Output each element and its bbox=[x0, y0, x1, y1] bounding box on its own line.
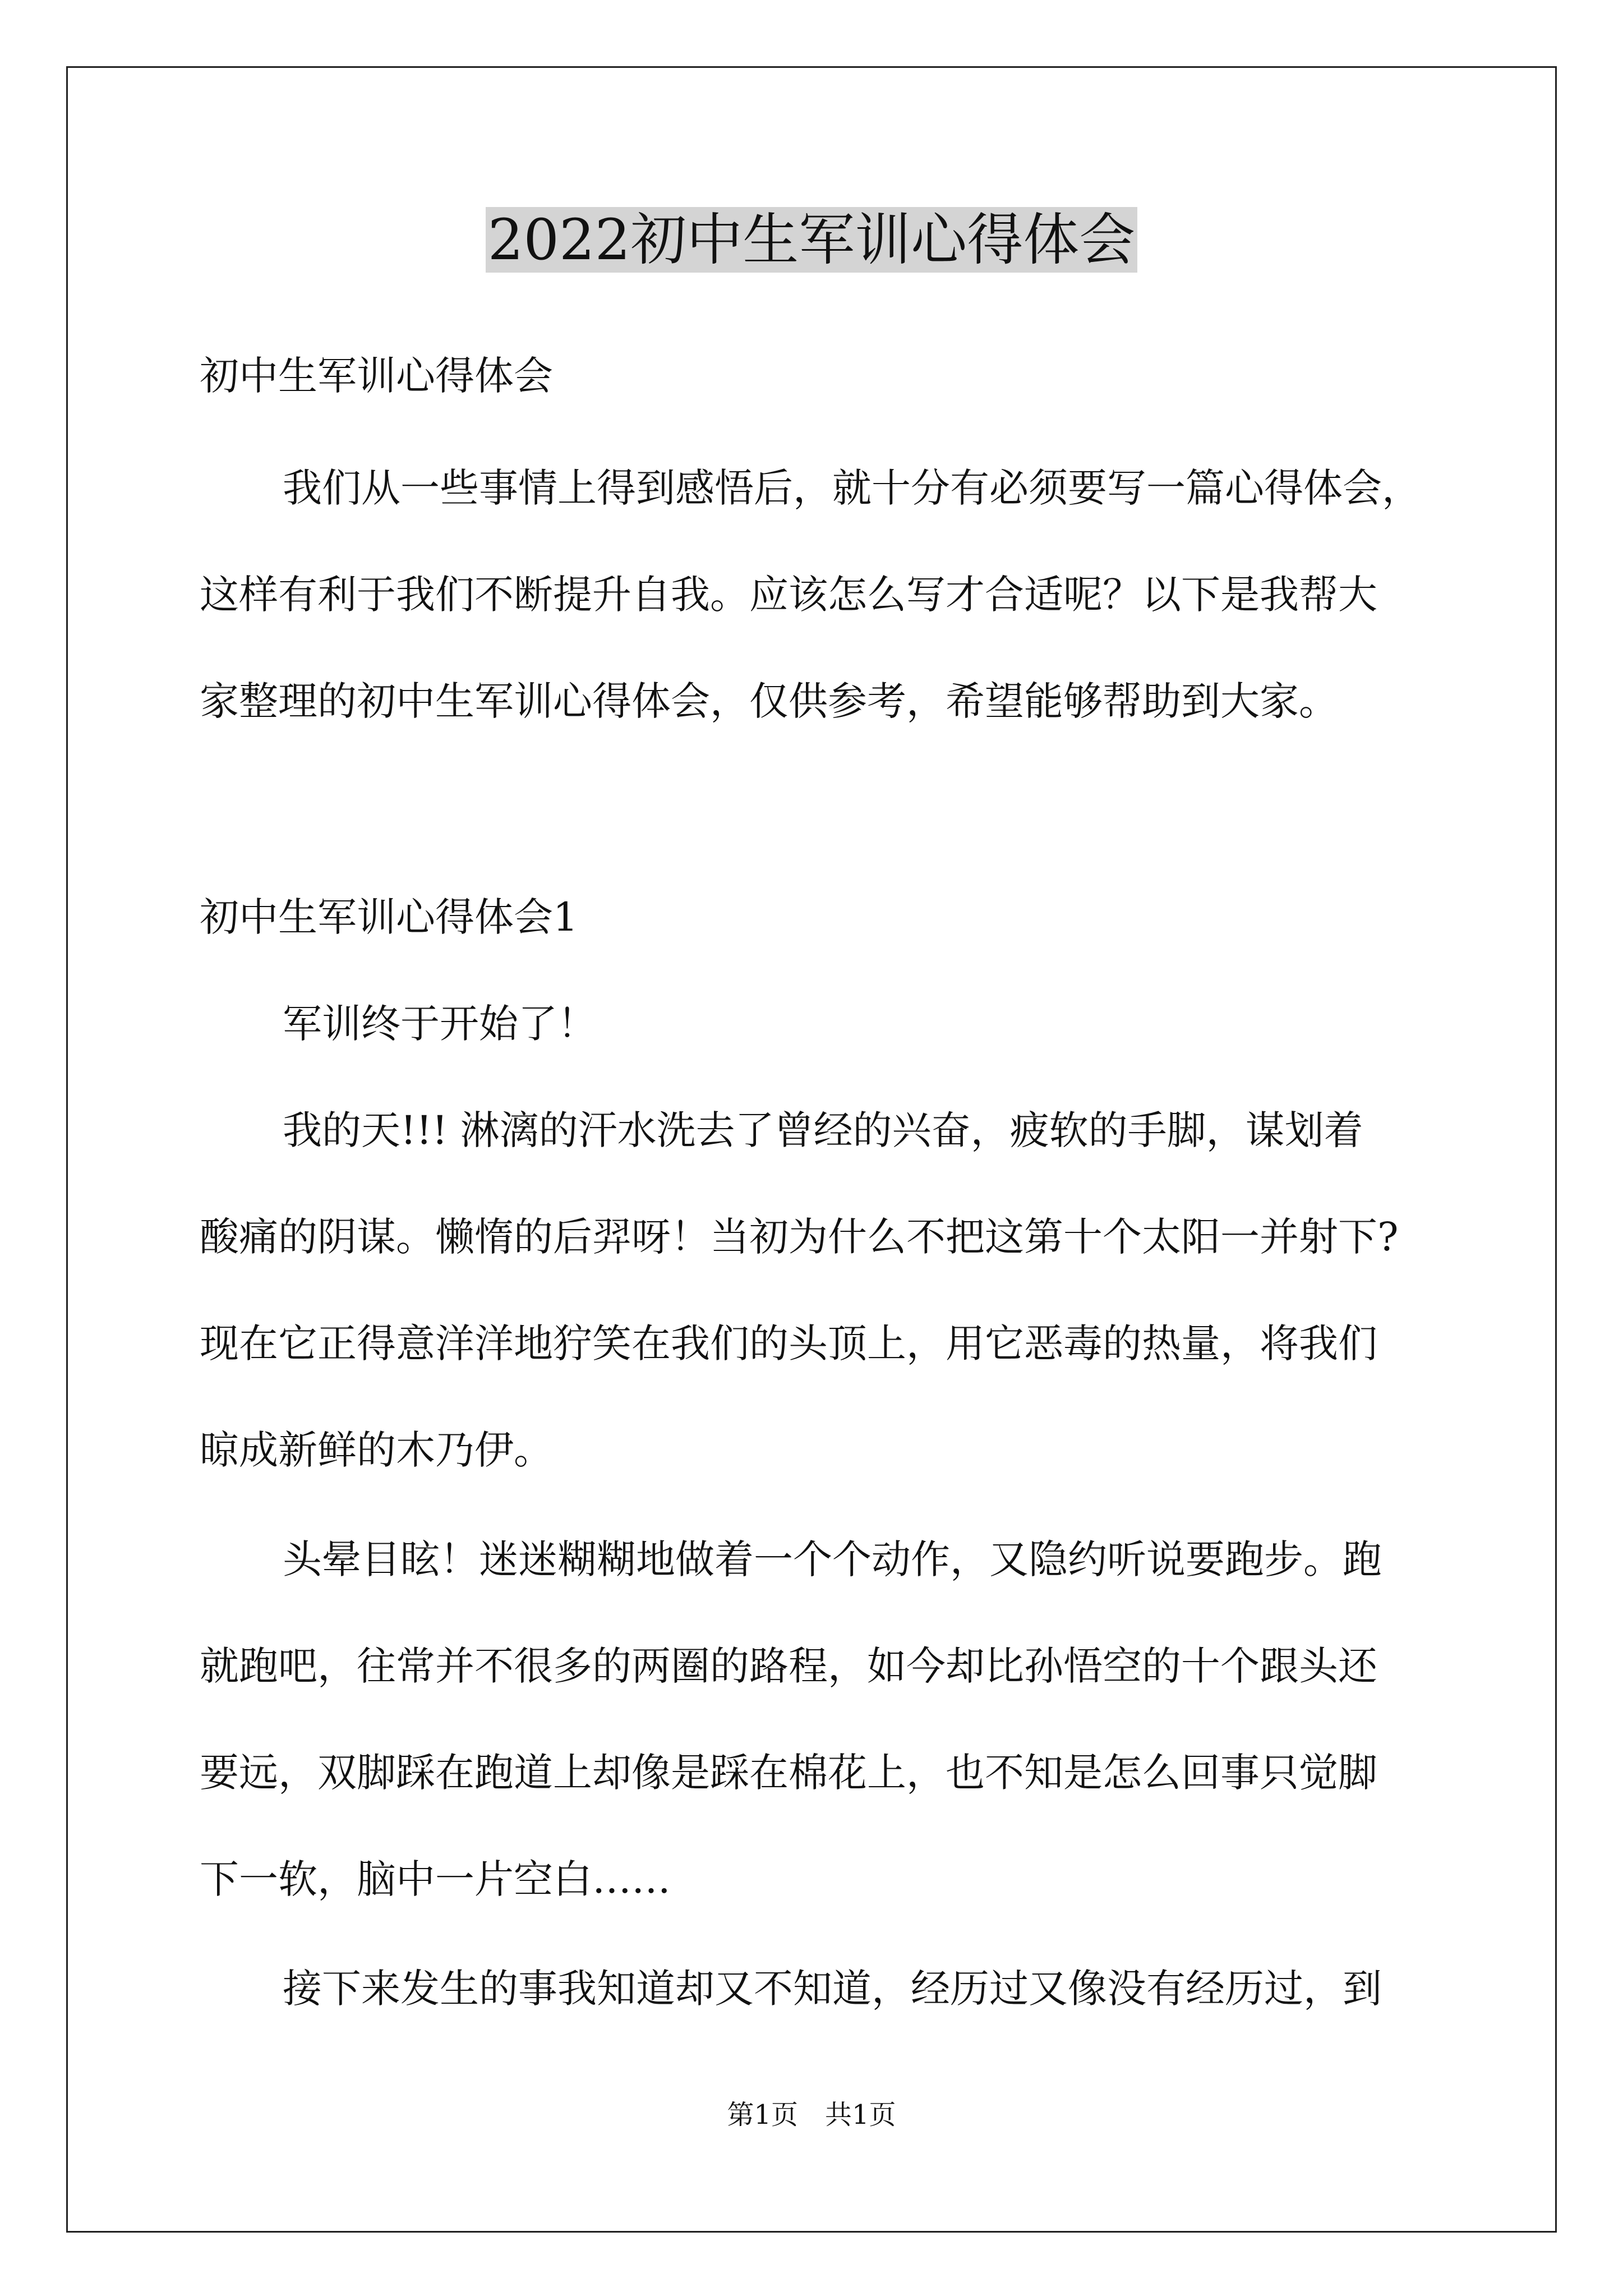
paragraph-line: 头晕目眩！迷迷糊糊地做着一个个动作，又隐约听说要跑步。跑 bbox=[283, 1536, 1382, 1582]
document-title bbox=[0, 201, 1623, 279]
page-indicator: 第1页 共1页 bbox=[727, 2099, 896, 2131]
paragraph-line: 晾成新鲜的木乃伊。 bbox=[200, 1427, 553, 1473]
intro-line: 这样有利于我们不断提升自我。应该怎么写才合适呢？以下是我帮大 bbox=[200, 572, 1377, 618]
paragraph-line: 军训终于开始了！ bbox=[283, 1001, 597, 1047]
paragraph-line: 下一软，脑中一片空白…… bbox=[200, 1856, 671, 1902]
paragraph-line: 接下来发生的事我知道却又不知道，经历过又像没有经历过，到 bbox=[283, 1966, 1382, 2012]
paragraph-line: 就跑吧，往常并不很多的两圈的路程，如今却比孙悟空的十个跟头还 bbox=[200, 1643, 1377, 1689]
document-title-text: 2022初中生军训心得体会 bbox=[486, 207, 1138, 273]
intro-line: 我们从一些事情上得到感悟后，就十分有必须要写一篇心得体会， bbox=[283, 465, 1421, 511]
page-footer bbox=[0, 2095, 1623, 2134]
subheading: 初中生军训心得体会 bbox=[200, 353, 553, 399]
section-heading: 初中生军训心得体会1 bbox=[200, 894, 578, 940]
paragraph-line: 酸痛的阴谋。懒惰的后羿呀！当初为什么不把这第十个太阳一并射下? bbox=[200, 1214, 1399, 1260]
paragraph-line: 我的天!!! 淋漓的汗水洗去了曾经的兴奋，疲软的手脚，谋划着 bbox=[283, 1107, 1363, 1153]
intro-line: 家整理的初中生军训心得体会，仅供参考，希望能够帮助到大家。 bbox=[200, 678, 1338, 724]
paragraph-line: 要远，双脚踩在跑道上却像是踩在棉花上，也不知是怎么回事只觉脚 bbox=[200, 1750, 1377, 1796]
paragraph-line: 现在它正得意洋洋地狞笑在我们的头顶上，用它恶毒的热量，将我们 bbox=[200, 1320, 1377, 1366]
